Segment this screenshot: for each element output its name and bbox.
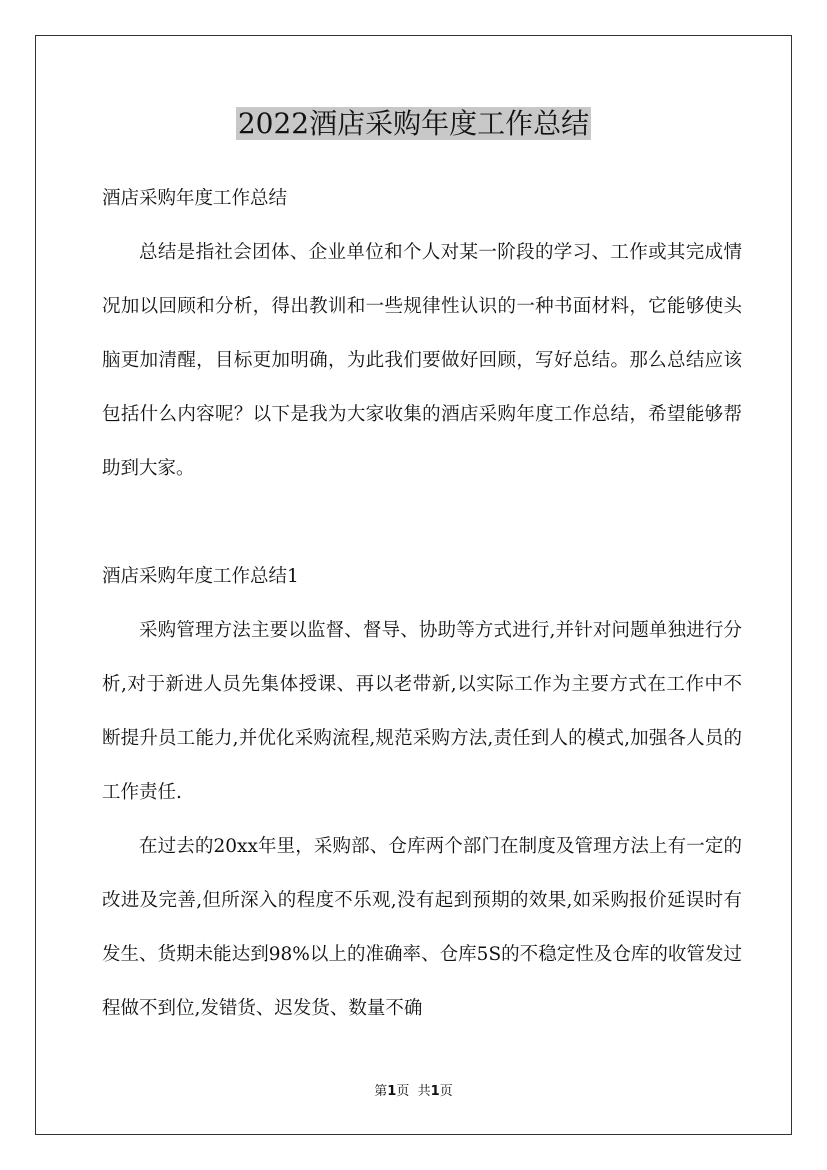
total-prefix: 共 bbox=[417, 1084, 431, 1099]
document-body bbox=[102, 172, 742, 1036]
document-subtitle: 酒店采购年度工作总结 bbox=[102, 188, 288, 209]
page-unit: 页 bbox=[396, 1084, 410, 1099]
page-total: 1 bbox=[430, 1084, 440, 1099]
intro-paragraph: 总结是指社会团体、企业单位和个人对某一阶段的学习、工作或其完成情况加以回顾和分析，得出教训和一些规律性认识的一种书面材料，它能够使头脑更加清醒，目标更加明确，为此我们要做好回顾，写好总结。那么总结应该包括什么内容呢？以下是我为大家收集的酒店采购年度工作总结，希望能够帮助到大家。 bbox=[102, 242, 742, 479]
total-unit: 页 bbox=[439, 1084, 453, 1099]
body-paragraph-1: 采购管理方法主要以监督、督导、协助等方式进行,并针对问题单独进行分析,对于新进人员先集体授课、再以老带新,以实际工作为主要方式在工作中不断提升员工能力,并优化采购流程,规范采购方法,责任到人的模式,加强各人员的工作责任. bbox=[102, 620, 742, 803]
paragraph-spacer bbox=[102, 496, 742, 550]
page-footer bbox=[0, 1082, 827, 1102]
page-current: 1 bbox=[387, 1084, 397, 1099]
section-heading: 酒店采购年度工作总结1 bbox=[102, 566, 299, 587]
page-prefix: 第 bbox=[374, 1084, 388, 1099]
document-title-text: 2022酒店采购年度工作总结 bbox=[237, 107, 590, 140]
document-title bbox=[0, 104, 827, 144]
body-paragraph-2: 在过去的20xx年里，采购部、仓库两个部门在制度及管理方法上有一定的改进及完善,但所深入的程度不乐观,没有起到预期的效果,如采购报价延误时有发生、货期未能达到98%以上的准确率、仓库5S的不稳定性及仓库的收管发过程做不到位,发错货、迟发货、数量不确 bbox=[102, 836, 742, 1019]
